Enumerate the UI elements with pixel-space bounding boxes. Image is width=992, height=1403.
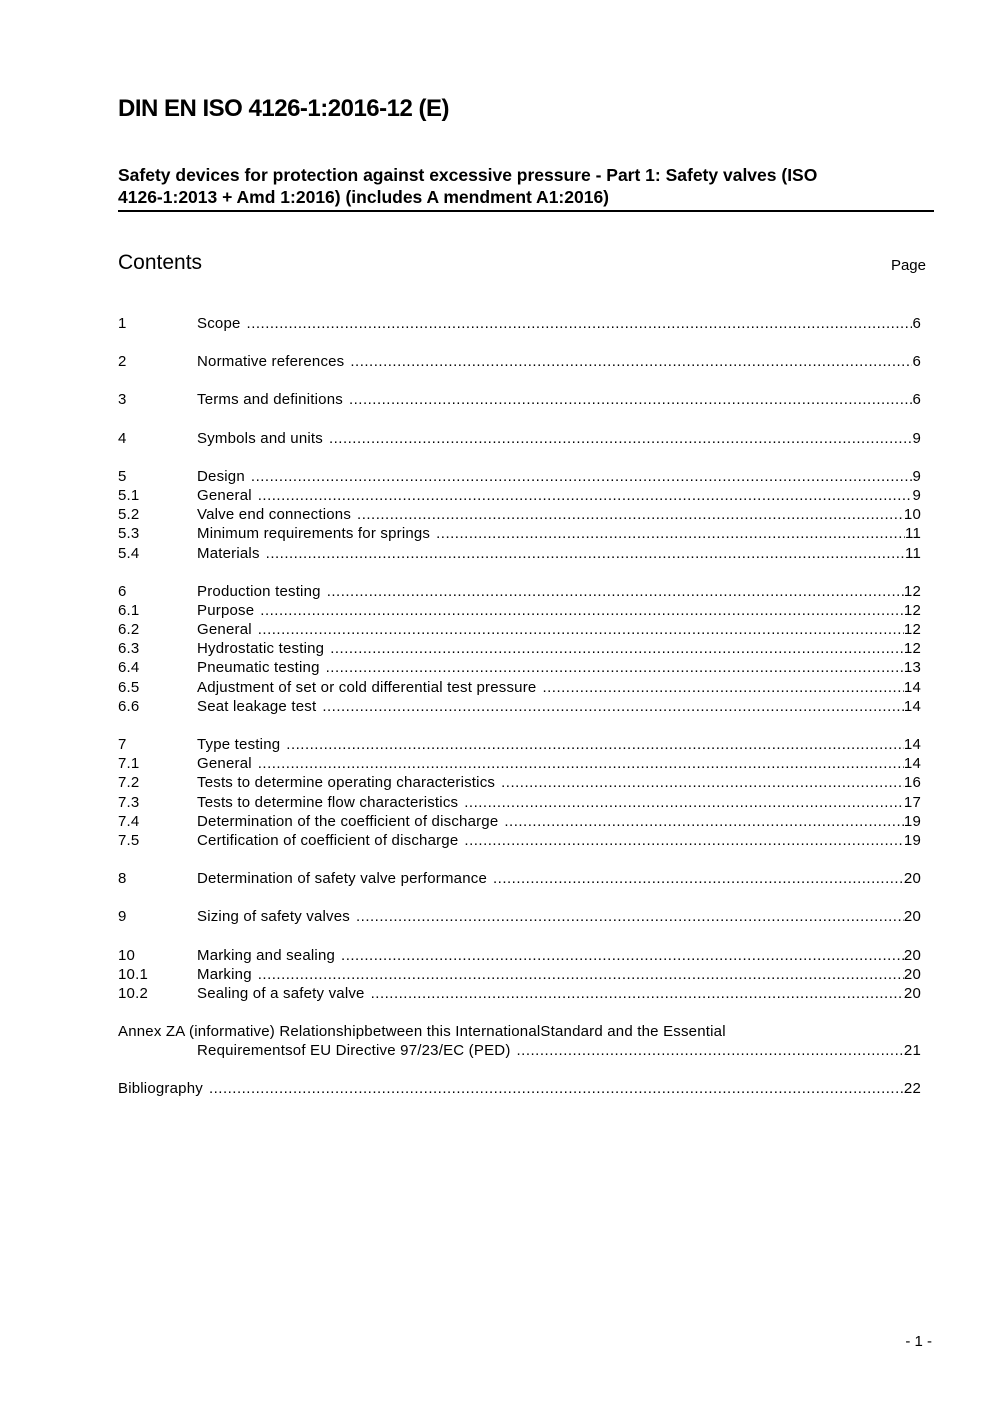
title-underline — [118, 210, 934, 212]
toc-leader-dots — [266, 544, 905, 563]
toc-leader-dots — [349, 390, 913, 409]
toc-entry[interactable] — [118, 524, 921, 543]
contents-heading: Contents — [118, 251, 203, 274]
toc-section-title: Normative references — [197, 353, 345, 371]
page-column-label: Page — [890, 257, 926, 274]
toc-entry[interactable] — [118, 390, 921, 409]
page-number-footer: - 1 - — [905, 1333, 932, 1350]
toc-entry[interactable] — [118, 620, 921, 639]
toc-leader-dots — [542, 678, 903, 697]
toc-entry[interactable] — [118, 544, 921, 563]
toc-section-title: Hydrostatic testing — [197, 640, 325, 658]
toc-leader-dots — [341, 946, 904, 965]
toc-group — [118, 352, 921, 371]
toc-page-number: 16 — [903, 774, 921, 792]
toc-leader-dots — [251, 467, 913, 486]
toc-section-title: Marking — [197, 965, 252, 983]
toc-section-number: 5.4 — [118, 544, 140, 562]
toc-page-number: 9 — [912, 467, 921, 485]
toc-section-number: 10.1 — [118, 965, 148, 983]
toc-page-number: 20 — [903, 946, 921, 964]
toc-leader-dots — [464, 793, 904, 812]
toc-page-number: 12 — [903, 601, 921, 619]
toc-leader-dots — [247, 314, 913, 333]
toc-section-number: 7.4 — [118, 812, 140, 830]
toc-section-number: 5.3 — [118, 525, 140, 543]
toc-entry[interactable] — [118, 697, 921, 716]
toc-leader-dots — [258, 754, 904, 773]
toc-entry[interactable] — [118, 582, 921, 601]
toc-page-number: 10 — [903, 506, 921, 524]
toc-leader-dots — [258, 486, 913, 505]
toc-entry[interactable] — [118, 639, 921, 658]
toc-page-number: 20 — [903, 984, 921, 1002]
toc-page-number: 19 — [903, 831, 921, 849]
toc-page-number: 14 — [903, 755, 921, 773]
toc-section-number: 7.2 — [118, 774, 140, 792]
toc-section-title: Production testing — [197, 582, 321, 600]
toc-group — [118, 869, 921, 888]
toc-leader-dots — [371, 984, 904, 1003]
annex-title-line-2: Requirementsof EU Directive 97/23/EC (PED) — [197, 1042, 511, 1060]
toc-section-title: General — [197, 486, 252, 504]
toc-section-title: Tests to determine operating characteristics — [197, 774, 496, 792]
toc-section-number: 3 — [118, 391, 127, 409]
toc-page-number: 19 — [903, 812, 921, 830]
toc-bibliography-entry[interactable] — [118, 1079, 921, 1098]
toc-leader-dots — [258, 620, 904, 639]
toc-leader-dots — [356, 907, 904, 926]
toc-entry[interactable] — [118, 658, 921, 677]
toc-leader-dots — [464, 831, 904, 850]
toc-entry[interactable] — [118, 678, 921, 697]
toc-group — [118, 582, 921, 716]
toc-entry[interactable] — [118, 601, 921, 620]
toc-section-number: 6.4 — [118, 659, 140, 677]
toc-section-number: 7.1 — [118, 755, 140, 773]
toc-leader-dots — [286, 735, 904, 754]
toc-section-title: Adjustment of set or cold differential test pressure — [197, 678, 537, 696]
toc-section-number: 5.2 — [118, 506, 140, 524]
toc-section-number: 10.2 — [118, 984, 148, 1002]
toc-section-title: Scope — [197, 315, 241, 332]
toc-page-number: 6 — [912, 391, 921, 409]
toc-entry[interactable] — [118, 754, 921, 773]
toc-page-number: 20 — [903, 870, 921, 888]
toc-entry[interactable] — [118, 946, 921, 965]
toc-section-number: 6 — [118, 582, 127, 600]
annex-title-line-1: Annex ZA (informative) Relationshipbetween this InternationalStandard and the Essential — [118, 1023, 726, 1041]
toc-sections — [118, 314, 921, 1003]
toc-page-number: 14 — [903, 736, 921, 753]
toc-group — [118, 946, 921, 1004]
toc-leader-dots — [501, 773, 904, 792]
toc-section-number: 6.1 — [118, 601, 140, 619]
toc-leader-dots — [329, 429, 912, 448]
annex-title-line-2-row — [118, 1041, 921, 1060]
toc-entry[interactable] — [118, 735, 921, 754]
toc-section-title: General — [197, 755, 252, 773]
toc-leader-dots — [326, 658, 904, 677]
toc-entry[interactable] — [118, 773, 921, 792]
toc-section-number: 5.1 — [118, 486, 140, 504]
toc-page-number: 11 — [905, 544, 921, 562]
toc-page-number: 9 — [912, 429, 921, 447]
toc-page-number: 17 — [903, 793, 921, 811]
toc-group — [118, 735, 921, 850]
bibliography-title: Bibliography — [118, 1080, 203, 1098]
toc-page-number: 20 — [903, 908, 921, 926]
toc-leader-dots — [493, 869, 904, 888]
toc-section-title: Purpose — [197, 601, 255, 619]
toc-page-number: 14 — [903, 697, 921, 715]
subtitle-line-1: Safety devices for protection against excessive pressure - Part 1: Safety valves (ISO — [118, 165, 818, 185]
toc-entry[interactable] — [118, 793, 921, 812]
toc-entry[interactable] — [118, 467, 921, 486]
toc-leader-dots — [357, 505, 904, 524]
subtitle-line-2: 4126-1:2013 + Amd 1:2016) (includes A mendment A1:2016) — [118, 187, 610, 207]
toc-leader-dots — [327, 582, 904, 601]
toc-section-number: 7.5 — [118, 831, 140, 849]
toc-entry[interactable] — [118, 429, 921, 448]
toc-section-title: Marking and sealing — [197, 946, 336, 964]
toc-section-title: Pneumatic testing — [197, 659, 320, 677]
toc-section-number: 9 — [118, 908, 127, 926]
toc-section-title: Seat leakage test — [197, 697, 317, 715]
toc-section-number: 10 — [118, 946, 136, 964]
toc-leader-dots — [330, 639, 904, 658]
toc-page-number: 9 — [912, 486, 921, 504]
toc-page-number: 20 — [903, 965, 921, 983]
toc-group — [118, 429, 921, 448]
toc-section-title: Symbols and units — [197, 429, 323, 447]
toc-section-title: Tests to determine flow characteristics — [197, 793, 459, 811]
toc-entry[interactable] — [118, 812, 921, 831]
document-subtitle — [118, 164, 933, 208]
toc-section-number: 6.5 — [118, 678, 140, 696]
toc-entry[interactable] — [118, 965, 921, 984]
toc-entry[interactable] — [118, 907, 921, 926]
toc-section-title: General — [197, 621, 252, 639]
toc-page-number: 12 — [903, 640, 921, 658]
toc-entry[interactable] — [118, 505, 921, 524]
document-title: DIN EN ISO 4126-1:2016-12 (E) — [118, 95, 449, 122]
toc-section-title: Determination of safety valve performance — [197, 870, 487, 888]
toc-section-number: 2 — [118, 353, 127, 371]
toc-leader-dots — [260, 601, 904, 620]
toc-group — [118, 467, 921, 563]
toc-section-title: Determination of the coefficient of discharge — [197, 812, 499, 830]
toc-leader-dots — [504, 812, 904, 831]
table-of-contents — [118, 314, 921, 1118]
bibliography-page-number: 22 — [903, 1080, 921, 1098]
toc-page-number: 14 — [903, 678, 921, 696]
toc-section-number: 8 — [118, 870, 127, 888]
toc-section-title: Valve end connections — [197, 506, 352, 524]
toc-page-number: 12 — [903, 621, 921, 639]
bibliography-row — [118, 1079, 921, 1098]
toc-page-number: 13 — [903, 659, 921, 677]
toc-entry[interactable] — [118, 984, 921, 1003]
toc-page-number: 11 — [905, 525, 921, 543]
toc-group — [118, 907, 921, 926]
toc-leader-dots — [517, 1041, 904, 1060]
toc-section-title: Minimum requirements for springs — [197, 525, 431, 543]
annex-page-number: 21 — [903, 1042, 921, 1060]
toc-section-title: Sealing of a safety valve — [197, 984, 365, 1002]
toc-page-number: 6 — [912, 315, 921, 332]
toc-entry[interactable] — [118, 831, 921, 850]
toc-section-title: Type testing — [197, 736, 281, 753]
toc-section-title: Sizing of safety valves — [197, 908, 351, 926]
toc-entry[interactable] — [118, 352, 921, 371]
toc-leader-dots — [436, 524, 905, 543]
toc-section-title: Certification of coefficient of discharge — [197, 831, 459, 849]
toc-leader-dots — [258, 965, 904, 984]
toc-section-number: 7 — [118, 736, 127, 753]
toc-section-number: 6.3 — [118, 640, 140, 658]
toc-section-number: 5 — [118, 467, 127, 485]
toc-leader-dots — [209, 1079, 904, 1098]
toc-section-title: Terms and definitions — [197, 391, 343, 409]
toc-entry[interactable] — [118, 486, 921, 505]
toc-page-number: 12 — [903, 582, 921, 600]
toc-section-number: 4 — [118, 429, 127, 447]
toc-section-number: 1 — [118, 315, 127, 332]
toc-group — [118, 390, 921, 409]
toc-section-number: 6.2 — [118, 621, 140, 639]
toc-annex-entry[interactable] — [118, 1022, 921, 1060]
toc-entry[interactable] — [118, 869, 921, 888]
toc-section-number: 7.3 — [118, 793, 140, 811]
toc-section-title: Materials — [197, 544, 260, 562]
toc-page-number: 6 — [912, 353, 921, 371]
toc-group — [118, 314, 921, 333]
toc-leader-dots — [322, 697, 904, 716]
toc-entry[interactable] — [118, 314, 921, 333]
toc-leader-dots — [350, 352, 912, 371]
toc-section-number: 6.6 — [118, 697, 140, 715]
toc-section-title: Design — [197, 467, 245, 485]
